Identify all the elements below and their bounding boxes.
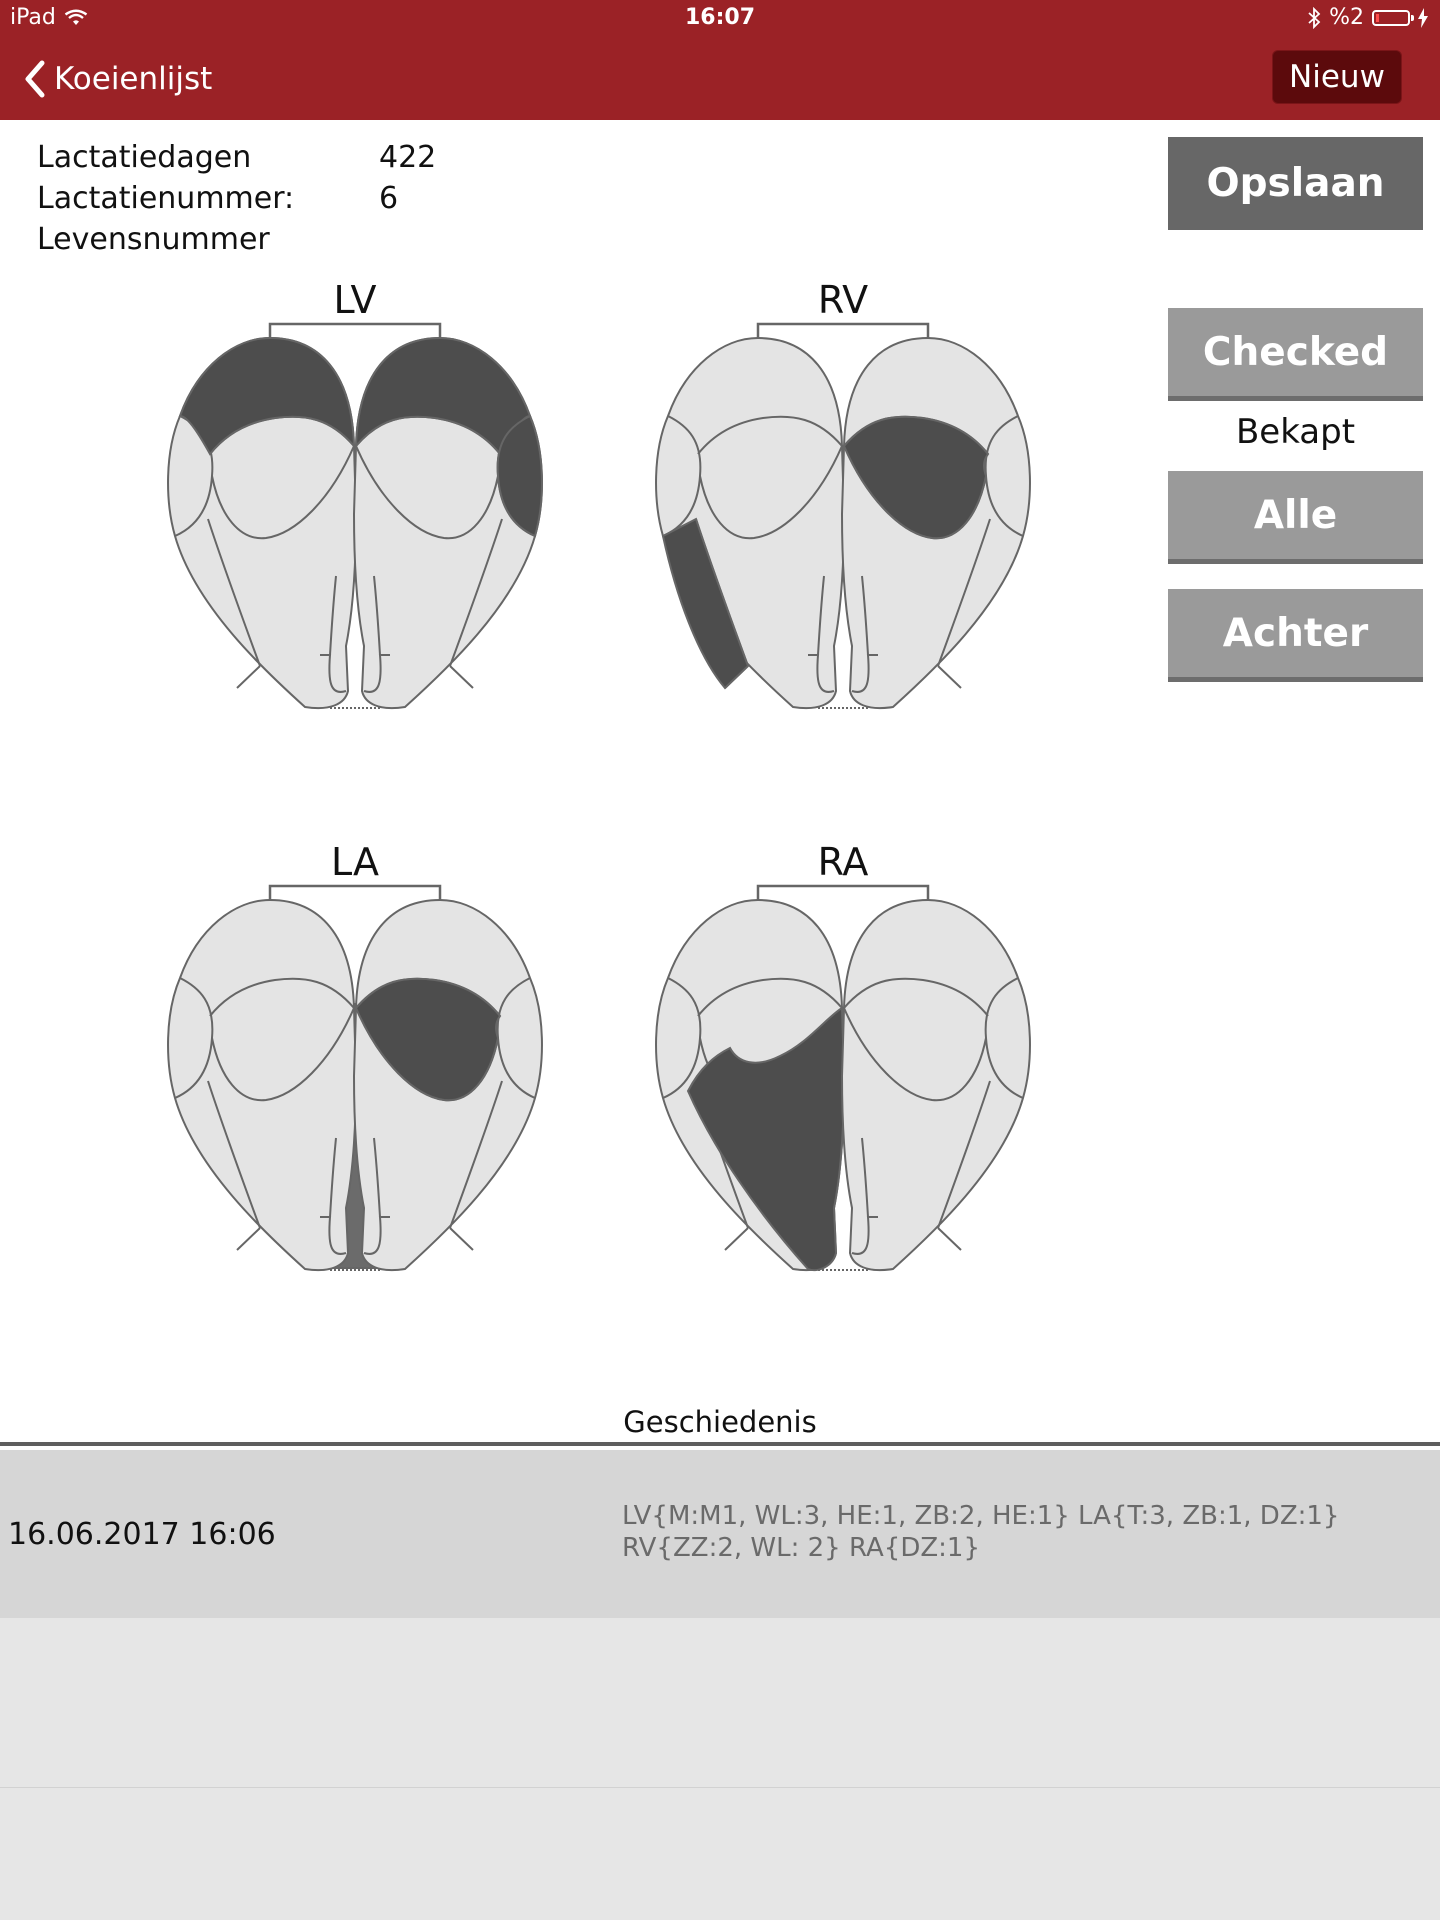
- history-date: 16.06.2017 16:06: [8, 1516, 276, 1552]
- history-row[interactable]: [0, 1450, 1440, 1618]
- claw-left: [656, 338, 844, 708]
- battery-percent: %2: [1329, 5, 1364, 30]
- info-label: Levensnummer: [37, 222, 270, 257]
- all-button[interactable]: Alle: [1168, 471, 1423, 564]
- info-value: 6: [379, 181, 399, 216]
- save-button[interactable]: Opslaan: [1168, 137, 1423, 230]
- claw-left: [168, 900, 356, 1270]
- claw-right: [354, 338, 542, 708]
- claw-right: [842, 900, 1030, 1270]
- quarter-label-lv: LV: [333, 278, 377, 322]
- claw-diagram-rv[interactable]: [648, 316, 1038, 816]
- history-divider: [0, 1442, 1440, 1446]
- claw-right: [842, 338, 1030, 708]
- chevron-left-icon: [22, 59, 48, 99]
- bekapt-label: Bekapt: [1235, 412, 1356, 452]
- back-button[interactable]: [22, 56, 212, 102]
- info-row-life-number: [37, 219, 436, 260]
- claw-right: [354, 900, 542, 1270]
- claw-diagram-ra[interactable]: [648, 878, 1038, 1378]
- history-empty-separator: [0, 1787, 1440, 1788]
- quarter-label-rv: RV: [817, 278, 869, 322]
- battery-icon: [1372, 10, 1410, 26]
- device-label: iPad: [10, 5, 56, 30]
- checked-button[interactable]: Checked: [1168, 308, 1423, 401]
- info-value: 422: [379, 140, 437, 175]
- info-row-lactation-days: [37, 137, 436, 178]
- status-time: 16:07: [684, 5, 756, 30]
- history-title: Geschiedenis: [623, 1405, 817, 1439]
- back-label: Koeienlijst: [54, 61, 213, 97]
- info-row-lactation-number: [37, 178, 436, 219]
- history-details: LV{M:M1, WL:3, HE:1, ZB:2, HE:1} LA{T:3, ZB:1, DZ:1} RV{ZZ:2, WL: 2} RA{DZ:1}: [622, 1501, 1340, 1563]
- claw-diagram-la[interactable]: [160, 878, 550, 1378]
- claw-diagram-lv[interactable]: [160, 316, 550, 816]
- charging-icon: [1418, 8, 1428, 28]
- new-button[interactable]: Nieuw: [1272, 50, 1402, 104]
- claw-left: [656, 900, 844, 1270]
- status-bar: [0, 0, 1440, 38]
- bluetooth-icon: [1307, 7, 1321, 29]
- quarter-label-ra: RA: [817, 840, 869, 884]
- history-empty-area: [0, 1618, 1440, 1920]
- quarter-label-la: LA: [330, 840, 380, 884]
- claw-left: [168, 338, 356, 708]
- info-label: Lactatienummer:: [37, 181, 295, 216]
- info-label: Lactatiedagen: [37, 140, 252, 175]
- cow-info: [37, 137, 436, 260]
- nav-bar: [0, 38, 1440, 120]
- rear-button[interactable]: Achter: [1168, 589, 1423, 682]
